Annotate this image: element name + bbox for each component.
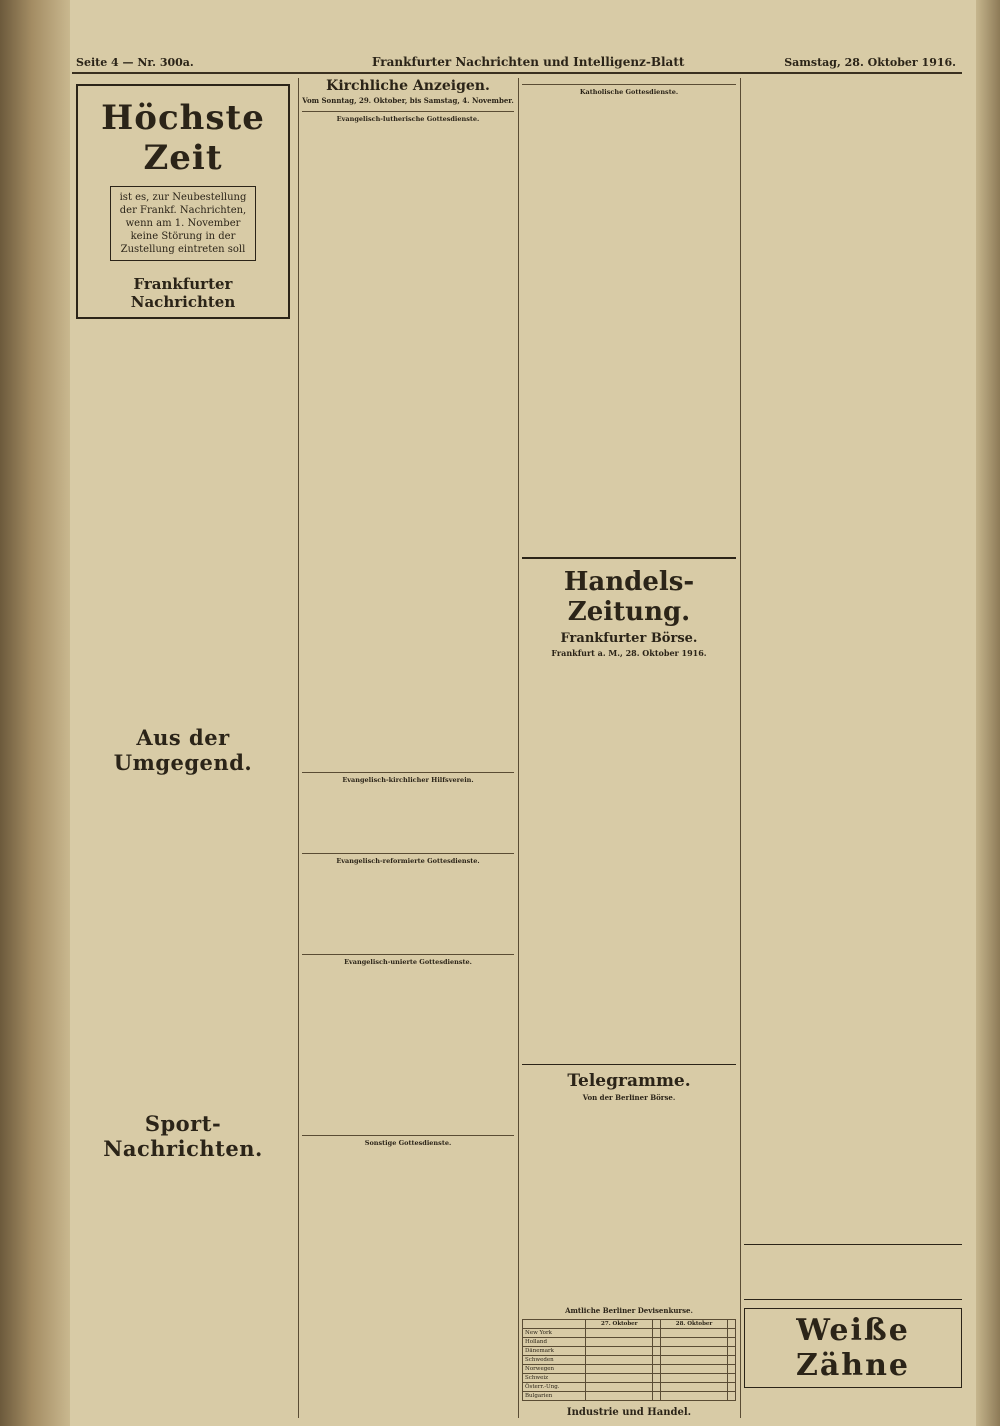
devisen-cell — [586, 1356, 653, 1365]
devisen-cell — [586, 1392, 653, 1401]
subheading-ev-luth: Evangelisch-lutherische Gottesdienste. — [302, 111, 514, 123]
devisen-title: Amtliche Berliner Devisenkurse. — [565, 1306, 693, 1315]
church-listing-text — [302, 787, 514, 847]
section-heading-telegramme: Telegramme. — [522, 1064, 736, 1091]
page-edge — [976, 0, 1000, 1426]
section-heading-umgegend: Aus der Umgegend. — [113, 725, 253, 775]
devisen-header-cell — [727, 1320, 735, 1329]
devisen-cell — [586, 1329, 653, 1338]
subheading-reformiert: Evangelisch-reformierte Gottesdienste. — [302, 853, 514, 865]
church-listing-text — [302, 1150, 514, 1418]
devisen-cell — [727, 1365, 735, 1374]
devisen-cell — [586, 1383, 653, 1392]
devisen-row — [523, 1392, 736, 1401]
column-rule — [518, 78, 519, 1418]
devisen-cell — [661, 1383, 728, 1392]
column-1 — [72, 78, 294, 1418]
devisen-row — [523, 1338, 736, 1347]
masthead: Frankfurter Nachrichten und Intelligenz-Blatt — [372, 55, 685, 69]
devisen-cell: Dänemark — [523, 1347, 586, 1356]
devisen-cell — [661, 1356, 728, 1365]
section-heading-sport: Sport-Nachrichten. — [103, 1111, 263, 1161]
column-3 — [522, 78, 736, 1418]
subheading-sonstige: Sonstige Gottesdienste. — [302, 1135, 514, 1147]
column-rule — [740, 78, 741, 1418]
devisen-header-cell: 27. Oktober — [586, 1320, 653, 1329]
devisen-row — [523, 1365, 736, 1374]
devisen-header-row — [523, 1320, 736, 1329]
devisen-cell — [661, 1374, 728, 1383]
devisen-cell: Schweiz — [523, 1374, 586, 1383]
advertisement — [744, 1308, 962, 1388]
devisen-cell — [661, 1365, 728, 1374]
devisen-cell — [661, 1392, 728, 1401]
devisen-row — [523, 1383, 736, 1392]
commerce-news-text — [744, 78, 962, 1238]
devisen-header-cell: 28. Oktober — [661, 1320, 728, 1329]
devisen-cell — [653, 1392, 661, 1401]
catholic-listing-text — [522, 99, 736, 545]
devisen-header-cell — [523, 1320, 586, 1329]
church-listing-text — [302, 969, 514, 1129]
devisen-cell — [653, 1347, 661, 1356]
telegramme-sub: Von der Berliner Börse. — [582, 1093, 676, 1102]
devisen-row — [523, 1374, 736, 1383]
church-listing-text — [302, 126, 514, 766]
devisen-cell: Bulgarien — [523, 1392, 586, 1401]
devisen-cell — [586, 1347, 653, 1356]
devisen-cell: New York — [523, 1329, 586, 1338]
devisen-cell — [727, 1347, 735, 1356]
devisen-cell — [653, 1383, 661, 1392]
devisen-cell — [727, 1329, 735, 1338]
boerse-heading: Frankfurter Börse. — [560, 631, 698, 646]
page-number: Seite 4 — Nr. 300a. — [76, 56, 194, 69]
devisen-cell: Österr.-Ung. — [523, 1383, 586, 1392]
devisen-cell: Holland — [523, 1338, 586, 1347]
devisen-header-cell — [653, 1320, 661, 1329]
telegram-text — [522, 1106, 736, 1306]
subheading-kathol: Katholische Gottesdienste. — [522, 84, 736, 96]
column-rule — [298, 78, 299, 1418]
devisen-cell: Schweden — [523, 1356, 586, 1365]
devisen-cell — [661, 1338, 728, 1347]
umgegend-text — [72, 781, 294, 1101]
sport-text — [72, 1167, 294, 1418]
devisen-cell — [653, 1374, 661, 1383]
devisen-cell: Norwegen — [523, 1365, 586, 1374]
notice-footer: Frankfurter Nachrichten — [130, 275, 236, 311]
devisen-cell — [653, 1356, 661, 1365]
subheading-uniert: Evangelisch-unierte Gottesdienste. — [302, 954, 514, 966]
devisen-cell — [653, 1365, 661, 1374]
newspaper-page — [72, 52, 972, 1418]
devisen-body — [523, 1329, 736, 1401]
imprint — [744, 1244, 962, 1300]
boerse-report-text — [522, 664, 736, 1054]
devisen-row — [523, 1329, 736, 1338]
notice-text: ist es, zur Neubestellung der Frankf. Nachrichten, wenn am 1. November keine Störung in der Zustellung eintreten soll — [110, 186, 256, 261]
kirchliche-date-range: Vom Sonntag, 29. Oktober, bis Samstag, 4. November. — [302, 96, 514, 105]
devisen-cell — [586, 1365, 653, 1374]
subheading-hilfsverein: Evangelisch-kirchlicher Hilfsverein. — [302, 772, 514, 784]
devisen-cell — [727, 1374, 735, 1383]
devisen-row — [523, 1356, 736, 1365]
boerse-dateline: Frankfurt a. M., 28. Oktober 1916. — [551, 648, 707, 658]
devisen-cell — [653, 1329, 661, 1338]
church-listing-text — [302, 868, 514, 948]
devisen-cell — [661, 1329, 728, 1338]
devisen-cell — [727, 1392, 735, 1401]
devisen-row — [523, 1347, 736, 1356]
page-header — [72, 52, 962, 74]
ad-title: Weiße Zähne — [795, 1313, 911, 1383]
devisen-cell — [727, 1356, 735, 1365]
section-heading-handels: Handels-Zeitung. — [522, 557, 736, 627]
devisen-cell — [586, 1338, 653, 1347]
issue-date: Samstag, 28. Oktober 1916. — [784, 56, 956, 69]
notice-title: Höchste Zeit — [101, 98, 265, 178]
devisen-table — [522, 1319, 736, 1401]
column-4 — [744, 78, 962, 1418]
devisen-cell — [727, 1383, 735, 1392]
devisen-cell — [653, 1338, 661, 1347]
subscription-notice-box — [76, 84, 290, 319]
section-heading-kirchliche: Kirchliche Anzeigen. — [326, 78, 490, 94]
devisen-cell — [586, 1374, 653, 1383]
column-2 — [302, 78, 514, 1418]
devisen-cell — [727, 1338, 735, 1347]
local-news-text — [72, 325, 294, 715]
devisen-cell — [661, 1347, 728, 1356]
book-binding — [0, 0, 70, 1426]
section-heading-industrie: Industrie und Handel. — [566, 1407, 692, 1418]
